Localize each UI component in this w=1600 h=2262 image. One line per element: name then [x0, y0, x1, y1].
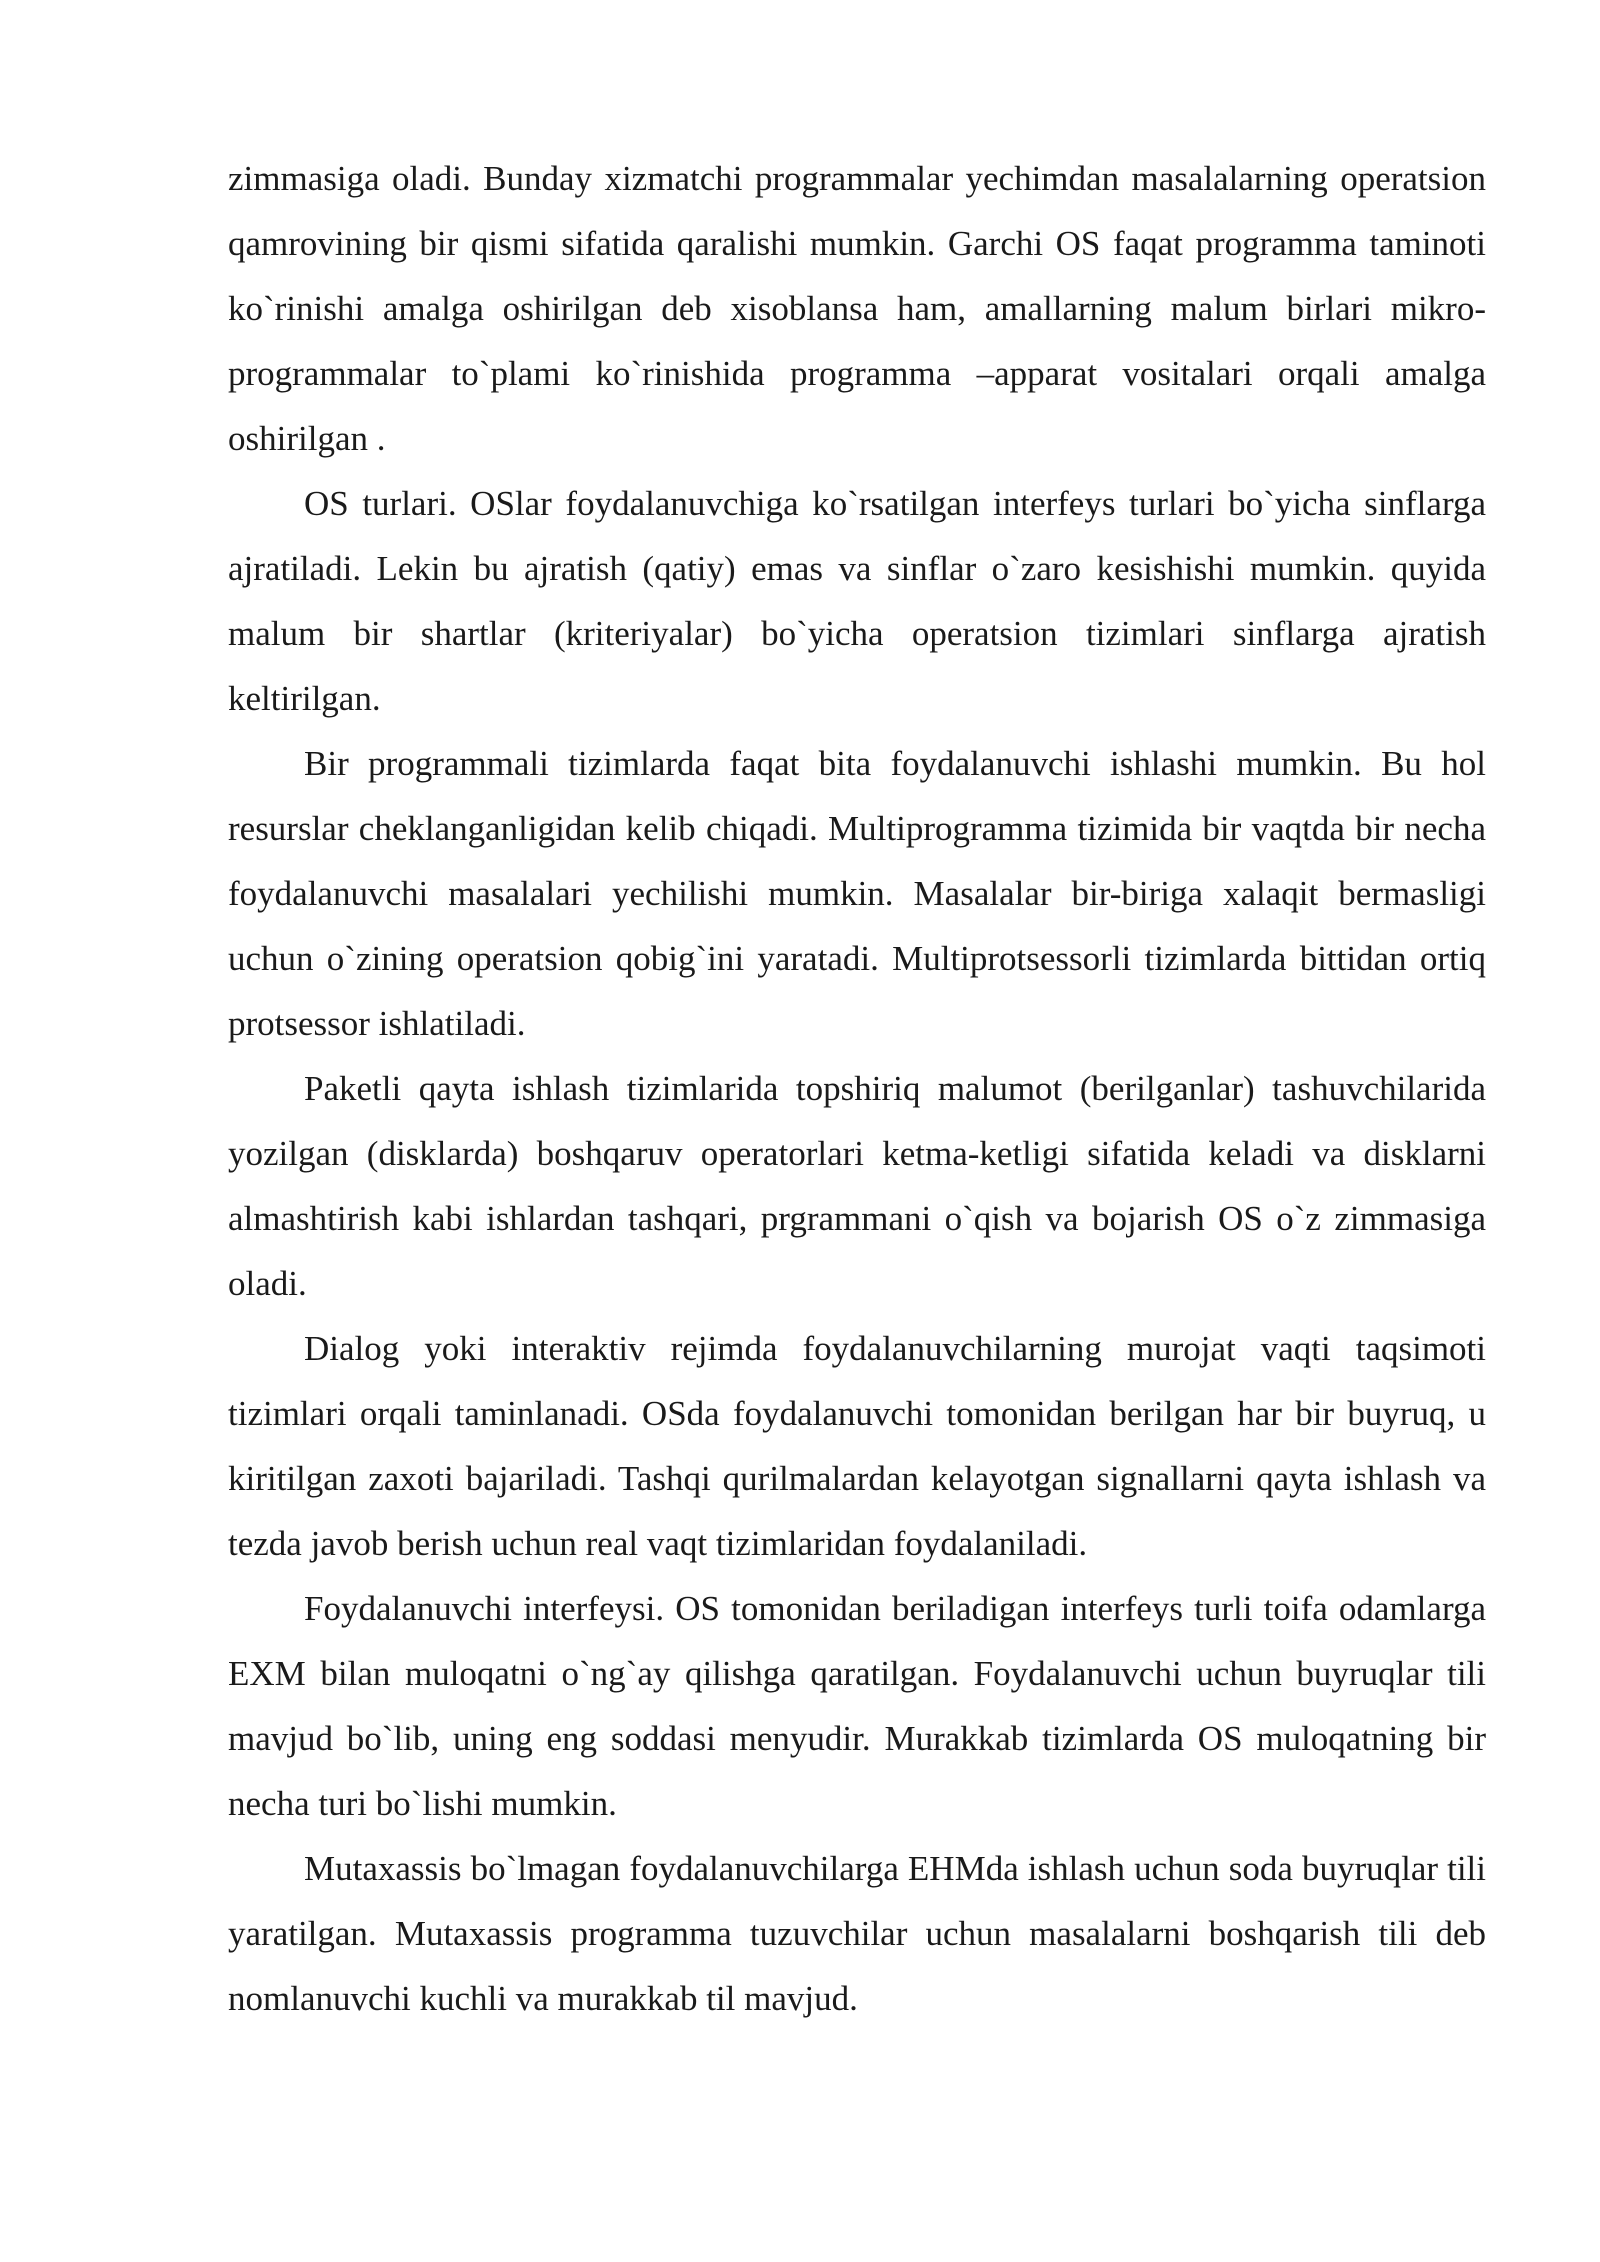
- paragraph-single-program: Bir programmali tizimlarda faqat bita foydalanuvchi ishlashi mumkin. Bu hol resurslar cheklanganligidan kelib chiqadi. Multiprogramma tizimida bir vaqtda bir necha foydalanuvchi masalalari yechilishi mumkin. Masalalar bir-biriga xalaqit bermasligi uchun o`zining operatsion qobig`ini yaratadi. Multiprotsessorli tizimlarda bittidan ortiq protsessor ishlatiladi.: [228, 744, 1486, 1043]
- paragraph-batch-processing: Paketli qayta ishlash tizimlarida topshiriq malumot (berilganlar) tashuvchilarida yozilgan (disklarda) boshqaruv operatorlari ketma-ketligi sifatida keladi va disklarni almashtirish kabi ishlardan tashqari, prgrammani o`qish va bojarish OS o`z zimmasiga oladi.: [228, 1069, 1486, 1303]
- paragraph-os-types: OS turlari. OSlar foydalanuvchiga ko`rsatilgan interfeys turlari bo`yicha sinflarga ajratiladi. Lekin bu ajratish (qatiy) emas va sinflar o`zaro kesishishi mumkin. quyida malum bir shartlar (kriteriyalar) bo`yicha operatsion tizimlari sinflarga ajratish keltirilgan.: [228, 484, 1486, 718]
- paragraph-command-language: Mutaxassis bo`lmagan foydalanuvchilarga EHMda ishlash uchun soda buyruqlar tili yaratilgan. Mutaxassis programma tuzuvchilar uchun masalalarni boshqarish tili deb nomlanuvchi kuchli va murakkab til mavjud.: [228, 1849, 1486, 2018]
- paragraph-user-interface: Foydalanuvchi interfeysi. OS tomonidan beriladigan interfeys turli toifa odamlarga EXM bilan muloqatni o`ng`ay qilishga qaratilgan. Foydalanuvchi uchun buyruqlar tili mavjud bo`lib, uning eng soddasi menyudir. Murakkab tizimlarda OS muloqatning bir necha turi bo`lishi mumkin.: [228, 1589, 1486, 1823]
- document-page: [228, 146, 1486, 2031]
- paragraph-interactive-mode: Dialog yoki interaktiv rejimda foydalanuvchilarning murojat vaqti taqsimoti tizimlari orqali taminlanadi. OSda foydalanuvchi tomonidan berilgan har bir buyruq, u kiritilgan zaxoti bajariladi. Tashqi qurilmalardan kelayotgan signallarni qayta ishlash va tezda javob berish uchun real vaqt tizimlaridan foydalaniladi.: [228, 1329, 1486, 1563]
- paragraph-continuation: zimmasiga oladi. Bunday xizmatchi programmalar yechimdan masalalarning operatsion qamrovining bir qismi sifatida qaralishi mumkin. Garchi OS faqat programma taminoti ko`rinishi amalga oshirilgan deb xisoblansa ham, amallarning malum birlari mikro-programmalar to`plami ko`rinishida programma –apparat vositalari orqali amalga oshirilgan .: [228, 159, 1486, 458]
